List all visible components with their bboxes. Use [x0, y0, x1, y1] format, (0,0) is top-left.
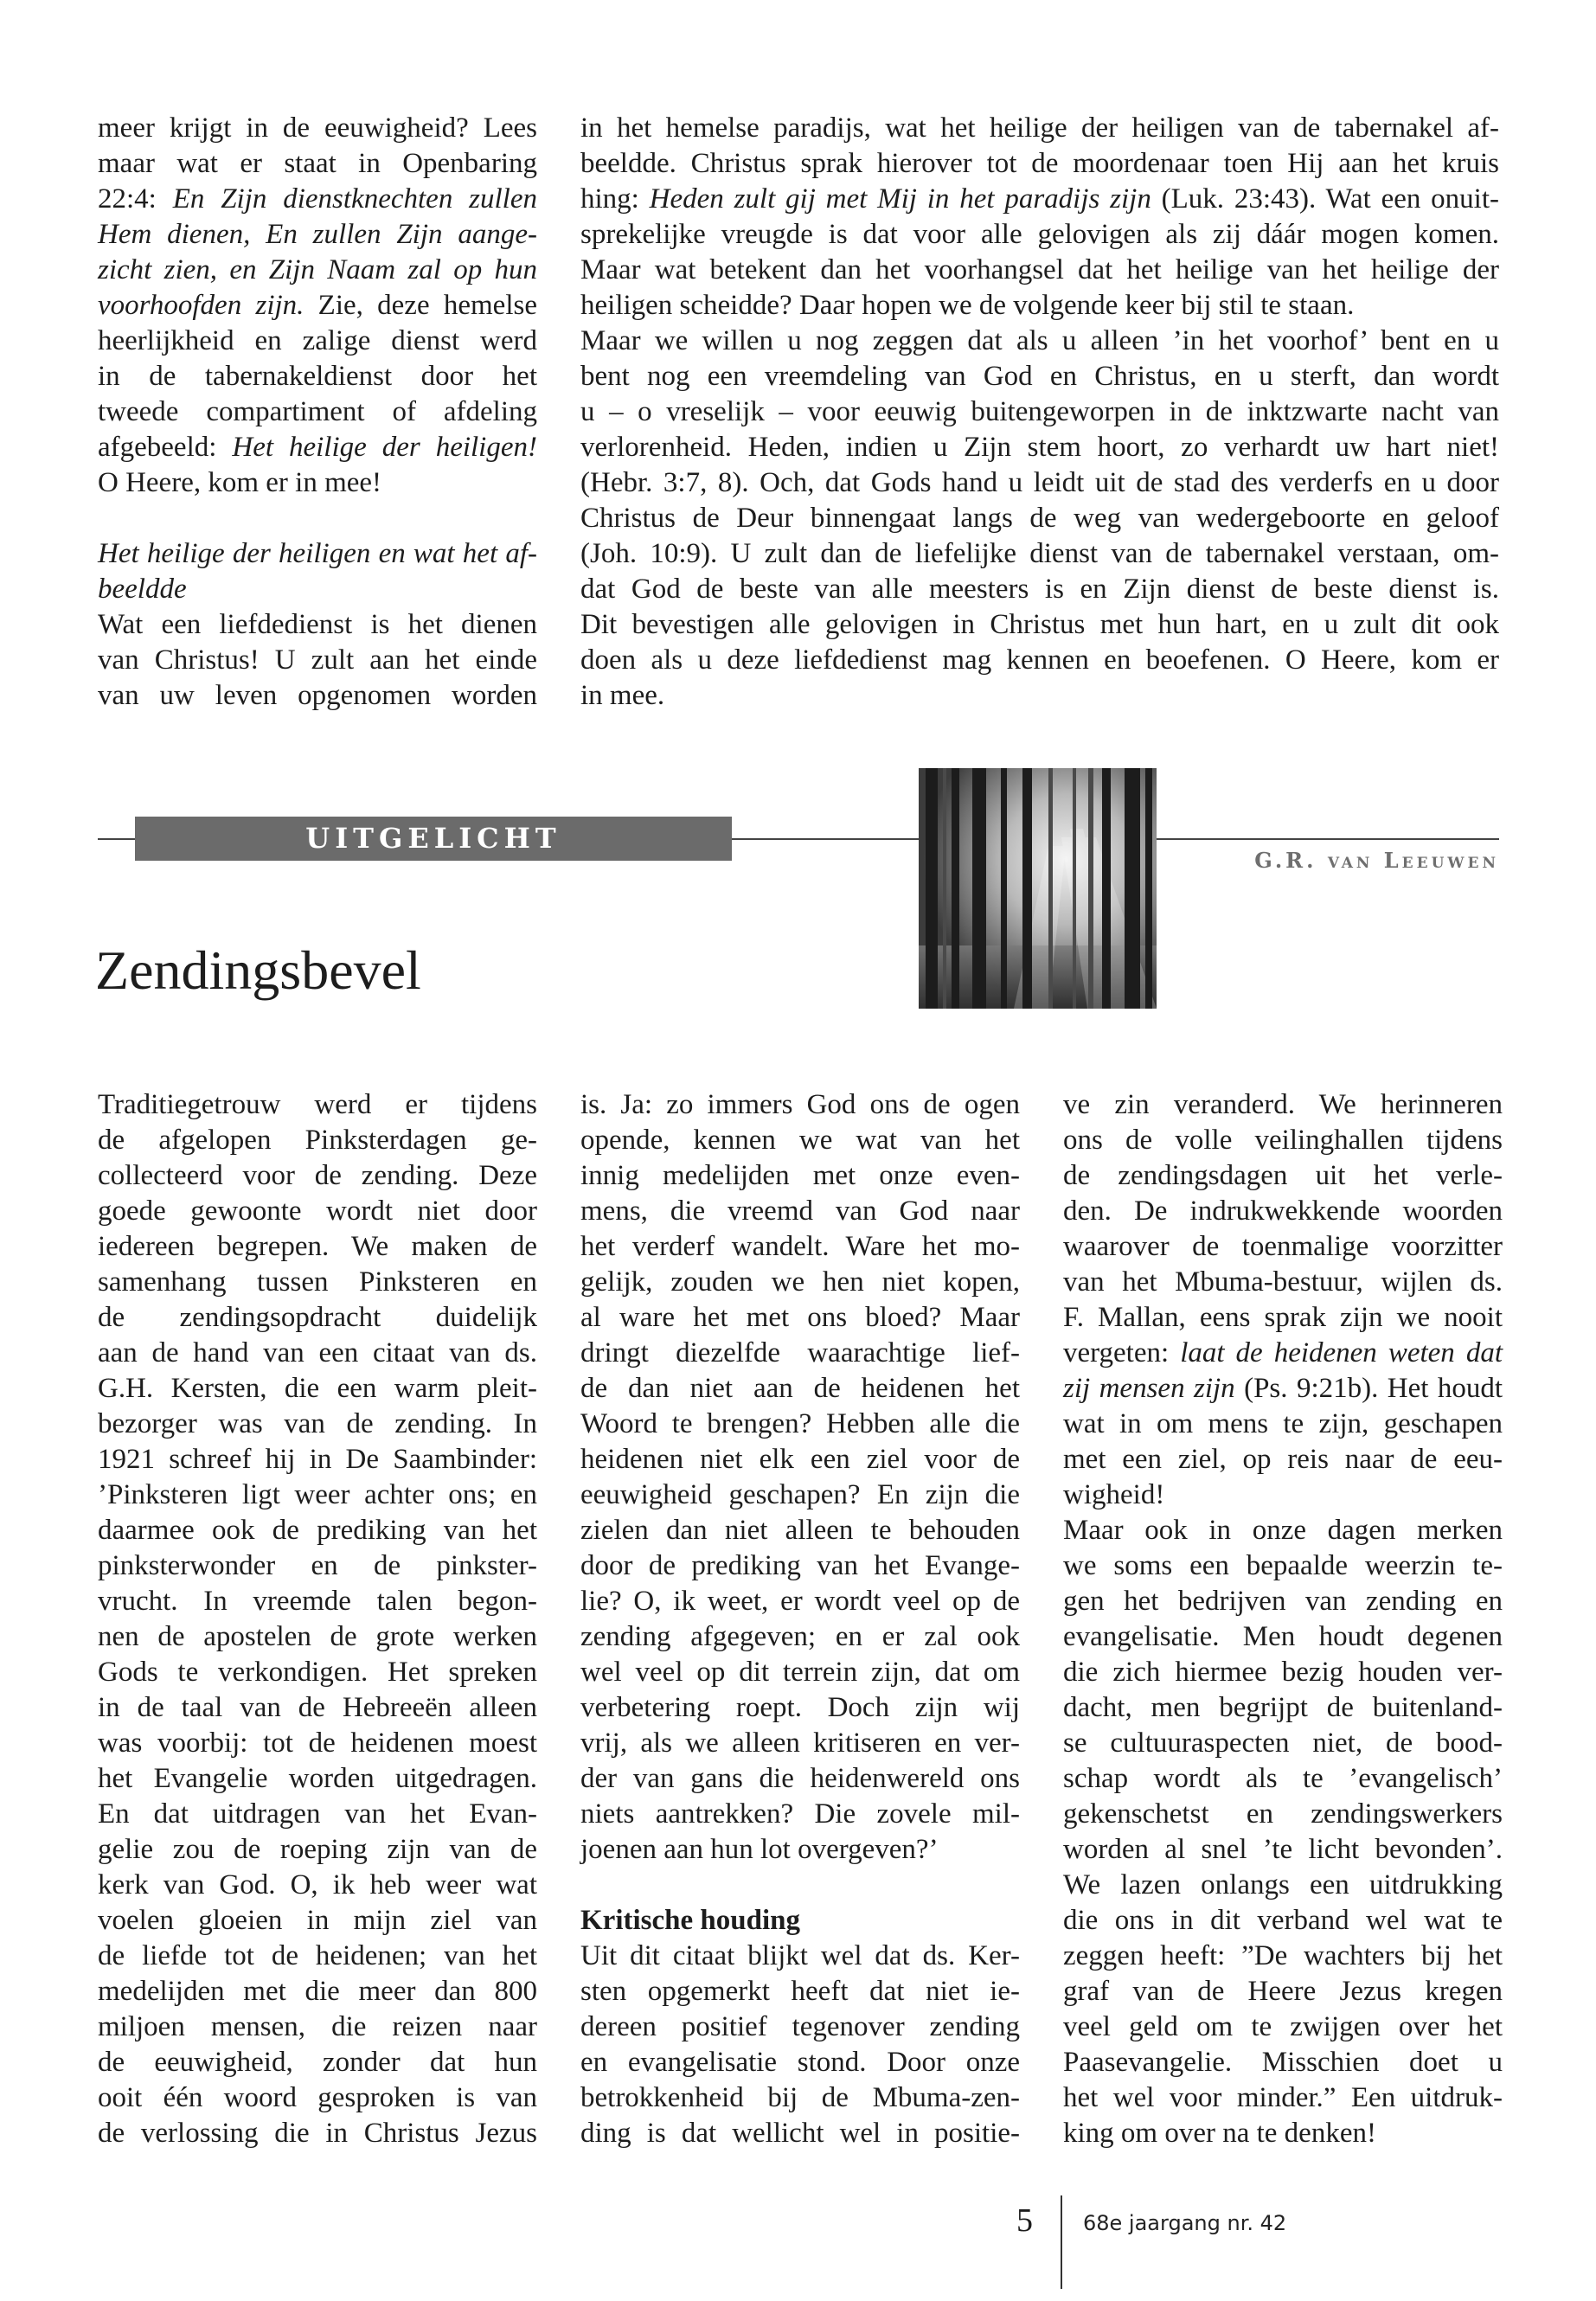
text-line: 22:4: En Zijn dienstknechten zullen	[98, 183, 537, 215]
text-line: eeuwigheid geschapen? En zijn die	[580, 1479, 1020, 1510]
text-line: aan de hand van een citaat van ds.	[98, 1337, 537, 1368]
text-line: F. Mallan, eens sprak zijn we nooit	[1063, 1302, 1503, 1333]
text-line: de verlossing die in Christus Jezus	[98, 2118, 537, 2149]
text-line: wat in om mens te zijn, geschapen	[1063, 1408, 1503, 1439]
section-rule-right	[1157, 838, 1499, 840]
text-line: de liefde tot de heidenen; van het	[98, 1940, 537, 1971]
text-line: voorhoofden zijn. Zie, deze hemelse	[98, 290, 537, 321]
text-line: Paasevangelie. Misschien doet u	[1063, 2047, 1503, 2078]
text-line: dacht, men begrijpt de buitenland-	[1063, 1692, 1503, 1723]
text-line: ooit één woord gesproken is van	[98, 2082, 537, 2113]
section-rule-left	[98, 838, 135, 840]
article-column-2	[580, 1087, 1020, 2151]
text-line: al ware het met ons bloed? Maar	[580, 1302, 1020, 1333]
text-line: Gods te verkondigen. Het spreken	[98, 1657, 537, 1688]
text-line: kerk van God. O, ik heb weer wat	[98, 1869, 537, 1900]
text-line: zeggen heeft: ”De wachters bij het	[1063, 1940, 1503, 1971]
text-line: dat God de beste van alle meesters is en Zijn dienst de beste dienst is.	[580, 574, 1499, 605]
text-line: heidenen niet elk een ziel voor de	[580, 1444, 1020, 1475]
text-line: Uit dit citaat blijkt wel dat ds. Ker-	[580, 1940, 1020, 1971]
text-line: sprekelijke vreugde is dat voor alle gelovigen als zij dáár mogen komen.	[580, 219, 1499, 250]
text-line: ons de volle veilinghallen tijdens	[1063, 1125, 1503, 1156]
text-line: verbetering roept. Doch zijn wij	[580, 1692, 1020, 1723]
text-line: sten opgemerkt heeft dat niet ie-	[580, 1976, 1020, 2007]
text-line: met een ziel, op reis naar de eeu-	[1063, 1444, 1503, 1475]
text-line: de zendingsdagen uit het verle-	[1063, 1160, 1503, 1191]
text-line: Maar ook in onze dagen merken	[1063, 1515, 1503, 1546]
text-line: beeldde. Christus sprak hierover tot de moordenaar toen Hij aan het kruis	[580, 148, 1499, 179]
text-line: wigheid!	[1063, 1479, 1165, 1510]
text-line: in mee.	[580, 680, 665, 711]
text-line: niets aantrekken? Die zovele mil-	[580, 1798, 1020, 1830]
text-line: zending afgegeven; en er zal ook	[580, 1621, 1020, 1652]
text-line: joenen aan hun lot overgeven?’	[580, 1834, 939, 1865]
author-name: G.R. van Leeuwen	[1254, 848, 1499, 873]
text-line: betrokkenheid bij de Mbuma-zen-	[580, 2082, 1020, 2113]
text-line: tweede compartiment of afdeling	[98, 396, 537, 427]
text-line: meer krijgt in de eeuwigheid? Lees	[98, 112, 537, 144]
text-line: ding is dat wellicht wel in positie-	[580, 2118, 1020, 2149]
forest-sunbeams-photo	[919, 768, 1157, 1009]
text-line: hing: Heden zult gij met Mij in het paradijs zijn (Luk. 23:43). Wat een onuit-	[580, 183, 1499, 215]
text-line: de eeuwigheid, zonder dat hun	[98, 2047, 537, 2078]
text-line: gen het bedrijven van zending en	[1063, 1586, 1503, 1617]
text-line: de zendingsopdracht duidelijk	[98, 1302, 537, 1333]
text-line: de dan niet aan de heidenen het	[580, 1373, 1020, 1404]
text-line: het verderf wandelt. Ware het mo-	[580, 1231, 1020, 1262]
text-line: zicht zien, en Zijn Naam zal op hun	[98, 254, 537, 285]
text-line: van Christus! U zult aan het einde	[98, 644, 537, 676]
text-line: schap wordt als te ’evangelisch’	[1063, 1763, 1503, 1794]
text-line: van het Mbuma-bestuur, wijlen ds.	[1063, 1266, 1503, 1298]
text-line: (Hebr. 3:7, 8). Och, dat Gods hand u leidt uit de stad des verderfs en u door	[580, 467, 1499, 498]
article-column-1	[98, 1087, 537, 2151]
text-line: verlorenheid. Heden, indien u Zijn stem hoort, zo verhardt uw hart niet!	[580, 432, 1499, 463]
text-line: mens, die vreemd van God naar	[580, 1195, 1020, 1227]
text-line: zij mensen zijn (Ps. 9:21b). Het houdt	[1063, 1373, 1503, 1404]
text-line: zielen dan niet alleen te behouden	[580, 1515, 1020, 1546]
text-line: is. Ja: zo immers God ons de ogen	[580, 1089, 1020, 1120]
text-line: den. De indrukwekkende woorden	[1063, 1195, 1503, 1227]
text-line: king om over na te denken!	[1063, 2118, 1376, 2149]
text-line: die zich hiermee bezig houden ver-	[1063, 1657, 1503, 1688]
text-line: collecteerd voor de zending. Deze	[98, 1160, 537, 1191]
text-line: in de taal van de Hebreeën alleen	[98, 1692, 537, 1723]
text-line: Wat een liefdedienst is het dienen	[98, 609, 537, 640]
top-left-column	[98, 111, 537, 714]
subheading-line: Het heilige der heiligen en wat het af-	[98, 538, 537, 569]
text-line: was voorbij: tot de heidenen moest	[98, 1727, 537, 1759]
page-number: 5	[1016, 2202, 1033, 2239]
text-line: u – o vreselijk – voor eeuwig buitengeworpen in de inktzwarte nacht van	[580, 396, 1499, 427]
text-line: voelen gloeien in mijn ziel van	[98, 1905, 537, 1936]
text-line: medelijden met die meer dan 800	[98, 1976, 537, 2007]
text-line: wel veel op dit terrein zijn, dat om	[580, 1657, 1020, 1688]
text-line: heiligen scheidde? Daar hopen we de volgende keer bij stil te staan.	[580, 290, 1355, 321]
text-line: (Joh. 10:9). U zult dan de liefelijke dienst van de tabernakel verstaan, om-	[580, 538, 1499, 569]
text-line: en evangelisatie stond. Door onze	[580, 2047, 1020, 2078]
text-line: pinksterwonder en de pinkster-	[98, 1550, 537, 1581]
issue-label: 68e jaargang nr. 42	[1083, 2211, 1287, 2235]
text-line: ’Pinksteren ligt weer achter ons; en	[98, 1479, 537, 1510]
text-line: dringt diezelfde waarachtige lief-	[580, 1337, 1020, 1368]
text-line: we soms een bepaalde weerzin te-	[1063, 1550, 1503, 1581]
subheading: Kritische houding	[580, 1905, 800, 1936]
text-line: maar wat er staat in Openbaring	[98, 148, 537, 179]
text-line: ve zin veranderd. We herinneren	[1063, 1089, 1503, 1120]
text-line: evangelisatie. Men houdt degenen	[1063, 1621, 1503, 1652]
article-title: Zendingsbevel	[95, 939, 421, 1001]
text-line: de afgelopen Pinksterdagen ge-	[98, 1125, 537, 1156]
section-rule-mid	[732, 838, 919, 840]
text-line: vrij, als we alleen kritiseren en ver-	[580, 1727, 1020, 1759]
text-line: nen de apostelen de grote werken	[98, 1621, 537, 1652]
text-line: in de tabernakeldienst door het	[98, 361, 537, 392]
text-line: miljoen mensen, die reizen naar	[98, 2011, 537, 2042]
top-right-column	[580, 111, 1499, 714]
text-line: gelijk, zouden we hen niet kopen,	[580, 1266, 1020, 1298]
text-line: G.H. Kersten, die een warm pleit-	[98, 1373, 537, 1404]
text-line: opende, kennen we wat van het	[580, 1125, 1020, 1156]
text-line: Maar wat betekent dan het voorhangsel dat het heilige van het heilige der	[580, 254, 1499, 285]
text-line: die ons in dit verband wel wat te	[1063, 1905, 1503, 1936]
text-line: heerlijkheid en zalige dienst werd	[98, 325, 537, 356]
text-line: Traditiegetrouw werd er tijdens	[98, 1089, 537, 1120]
text-line: waarover de toenmalige voorzitter	[1063, 1231, 1503, 1262]
text-line: Maar we willen u nog zeggen dat als u alleen ’in het voorhof’ bent en u	[580, 325, 1499, 356]
article-column-3	[1063, 1087, 1503, 2151]
text-line: vergeten: laat de heidenen weten dat	[1063, 1337, 1503, 1368]
text-line: Christus de Deur binnengaat langs de weg van wedergeboorte en geloof	[580, 503, 1499, 534]
text-line: doen als u deze liefdedienst mag kennen en beoefenen. O Heere, kom er	[580, 644, 1499, 676]
text-line: En dat uitdragen van het Evan-	[98, 1798, 537, 1830]
text-line: We lazen onlangs een uitdrukking	[1063, 1869, 1503, 1900]
text-line: dereen positief tegenover zending	[580, 2011, 1020, 2042]
text-line: O Heere, kom er in mee!	[98, 467, 382, 498]
text-line: Woord te brengen? Hebben alle die	[580, 1408, 1020, 1439]
text-line: door de prediking van het Evange-	[580, 1550, 1020, 1581]
subheading-line: beeldde	[98, 574, 187, 605]
footer-divider	[1061, 2195, 1062, 2289]
text-line: van uw leven opgenomen worden	[98, 680, 537, 711]
text-line: bent nog een vreemdeling van God en Christus, en u sterft, dan wordt	[580, 361, 1499, 392]
text-line: vrucht. In vreemde talen begon-	[98, 1586, 537, 1617]
text-line: samenhang tussen Pinksteren en	[98, 1266, 537, 1298]
section-banner: UITGELICHT	[135, 817, 732, 861]
text-line: worden al snel ’te licht bevonden’.	[1063, 1834, 1503, 1865]
text-line: Dit bevestigen alle gelovigen in Christus met hun hart, en u zult dit ook	[580, 609, 1499, 640]
text-line: graf van de Heere Jezus kregen	[1063, 1976, 1503, 2007]
text-line: 1921 schreef hij in De Saambinder:	[98, 1444, 537, 1475]
text-line: gelie zou de roeping zijn van de	[98, 1834, 537, 1865]
text-line: der van gans die heidenwereld ons	[580, 1763, 1020, 1794]
text-line: veel geld om te zwijgen over het	[1063, 2011, 1503, 2042]
text-line: daarmee ook de prediking van het	[98, 1515, 537, 1546]
text-line: het wel voor minder.” Een uitdruk-	[1063, 2082, 1503, 2113]
text-line: het Evangelie worden uitgedragen.	[98, 1763, 537, 1794]
text-line: bezorger was van de zending. In	[98, 1408, 537, 1439]
text-line: iedereen begrepen. We maken de	[98, 1231, 537, 1262]
text-line: Hem dienen, En zullen Zijn aange-	[98, 219, 537, 250]
text-line: in het hemelse paradijs, wat het heilige der heiligen van de tabernakel af-	[580, 112, 1499, 144]
text-line: lie? O, ik weet, er wordt veel op de	[580, 1586, 1020, 1617]
text-line: innig medelijden met onze even-	[580, 1160, 1020, 1191]
text-line: se cultuuraspecten niet, de bood-	[1063, 1727, 1503, 1759]
text-line: afgebeeld: Het heilige der heiligen!	[98, 432, 537, 463]
text-line: gekenschetst en zendingswerkers	[1063, 1798, 1503, 1830]
text-line: goede gewoonte wordt niet door	[98, 1195, 537, 1227]
